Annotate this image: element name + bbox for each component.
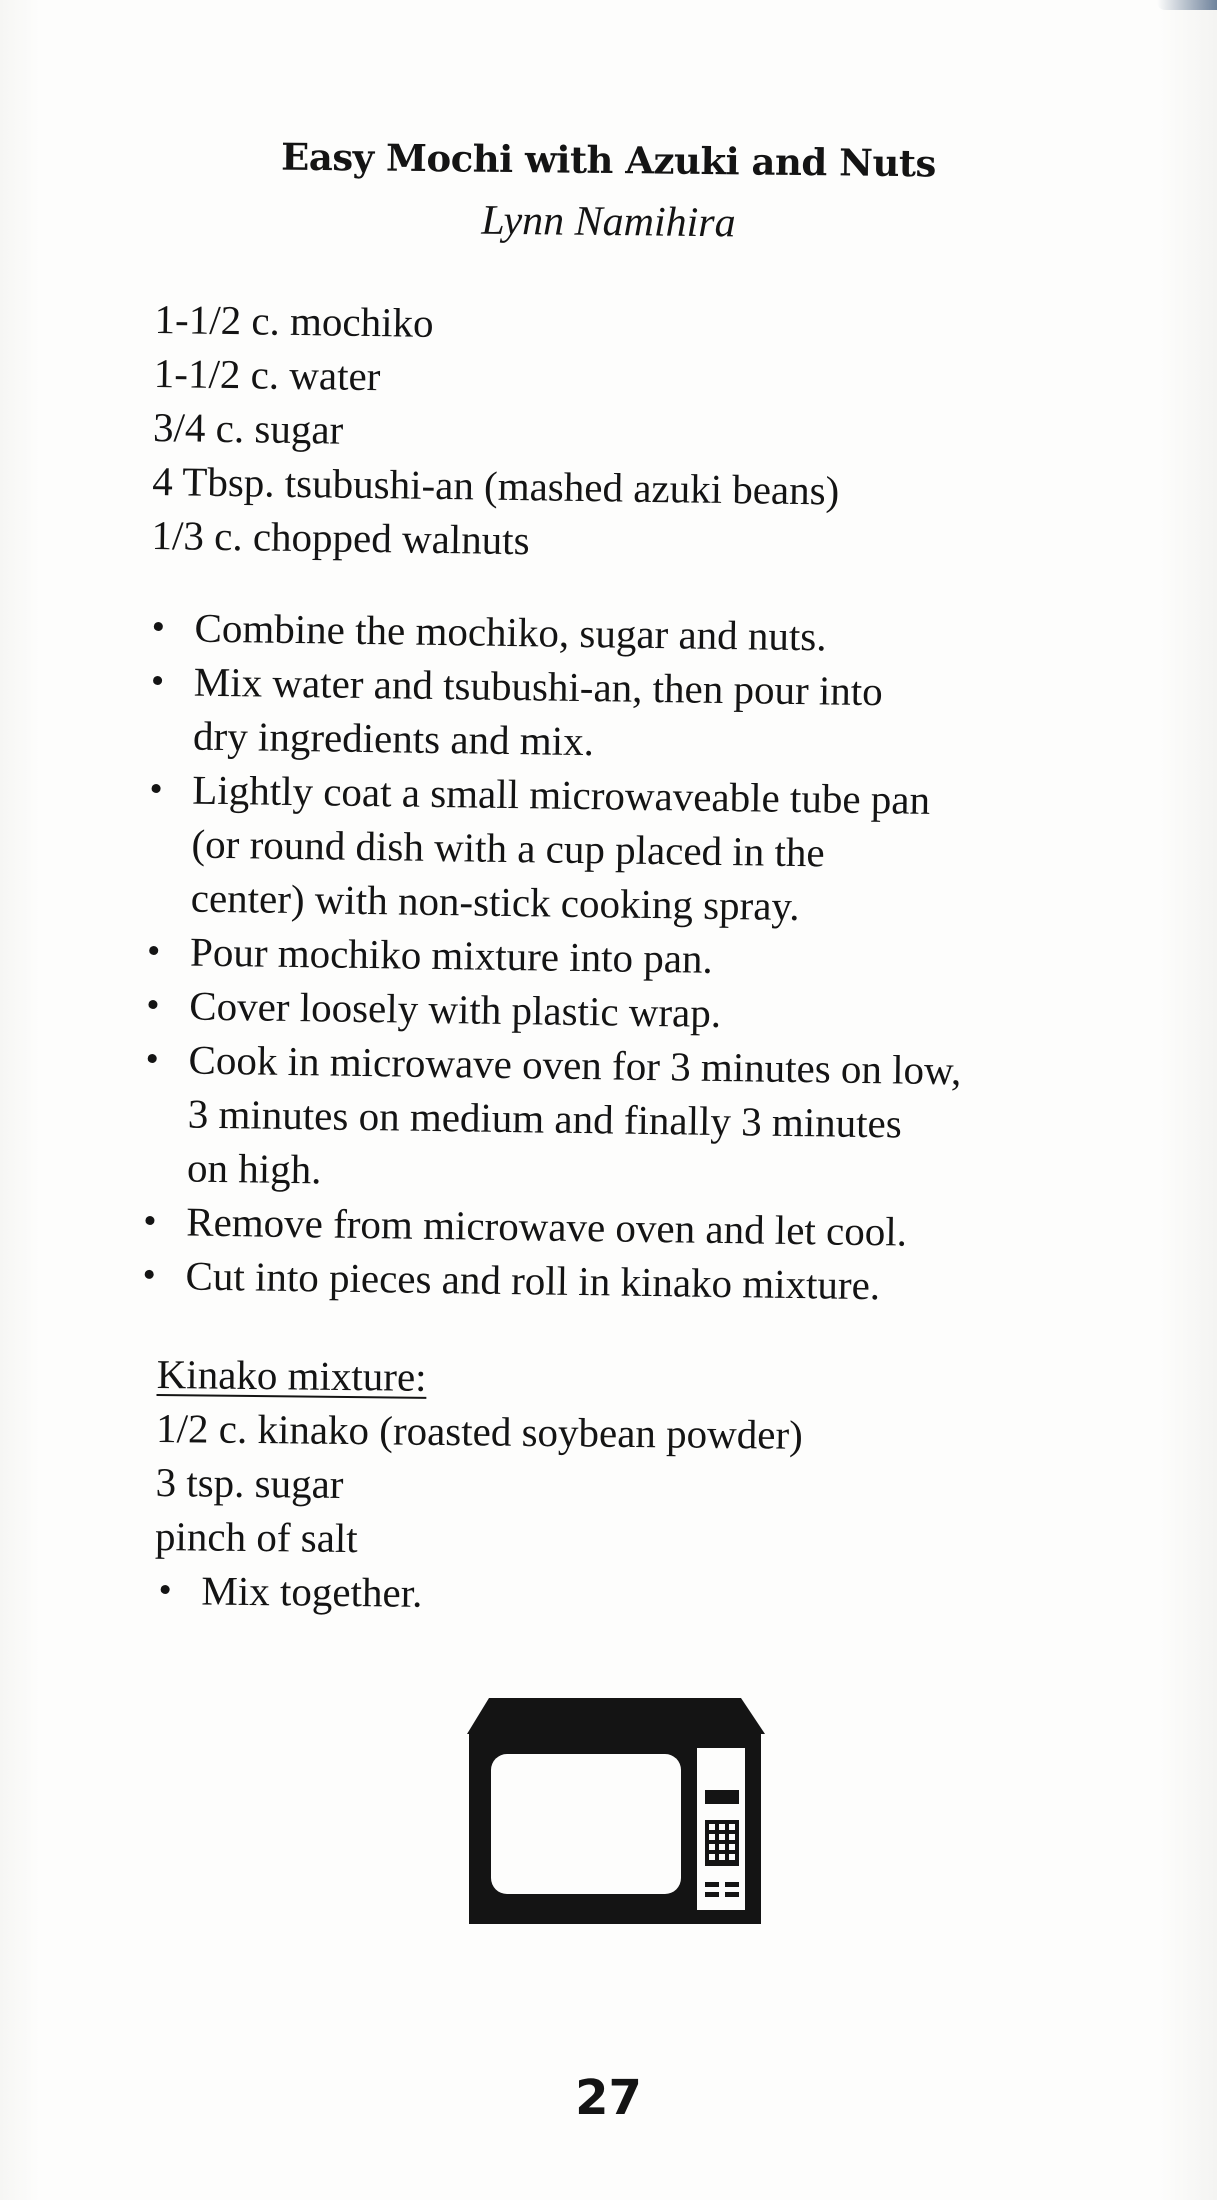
- instruction-line: • Cover loosely with plastic wrap.: [189, 982, 722, 1036]
- instruction-line: • Cook in microwave oven for 3 minutes on low,: [188, 1036, 962, 1094]
- kinako-section: [154, 1347, 1057, 1626]
- recipe-title: Easy Mochi with Azuki and Nuts: [280, 134, 937, 186]
- page-number: 27: [575, 2070, 642, 2126]
- kinako-heading: Kinako mixture:: [156, 1350, 427, 1400]
- microwave-icon: [465, 1698, 765, 1924]
- instruction-line: (or round dish with a cup placed in the: [191, 820, 825, 876]
- instruction-line: dry ingredients and mix.: [192, 712, 595, 765]
- kinako-ingredient: pinch of salt: [154, 1512, 358, 1562]
- kinako-ingredient: 3 tsp. sugar: [155, 1458, 344, 1507]
- instruction-line: • Pour mochiko mixture into pan.: [189, 928, 714, 982]
- ingredient-list: [151, 292, 1105, 575]
- instruction-line: • Lightly coat a small microwaveable tube pan: [192, 766, 931, 823]
- ingredient-item: 1-1/2 c. mochiko: [154, 295, 434, 346]
- instruction-line: on high.: [186, 1144, 322, 1193]
- instruction-line: center) with non-stick cooking spray.: [190, 874, 800, 930]
- instruction-line: • Mix water and tsubushi-an, then pour into: [193, 658, 884, 715]
- ingredient-item: 1/3 c. chopped walnuts: [151, 511, 530, 564]
- instruction-line: • Cut into pieces and roll in kinako mixture.: [185, 1252, 881, 1309]
- page-corner-edge: [1157, 0, 1217, 10]
- ingredient-item: 3/4 c. sugar: [152, 403, 344, 453]
- instruction-step: [144, 1032, 1146, 1208]
- instruction-line: 3 minutes on medium and finally 3 minutes: [187, 1090, 903, 1147]
- recipe-author: Lynn Namihira: [481, 197, 736, 247]
- kinako-step: • Mix together.: [154, 1563, 1055, 1626]
- instruction-step: [150, 654, 1151, 776]
- instruction-step: [147, 762, 1149, 938]
- instruction-list: [142, 600, 1152, 1316]
- kinako-ingredient: 1/2 c. kinako (roasted soybean powder): [155, 1404, 804, 1458]
- ingredient-item: 1-1/2 c. water: [153, 349, 381, 400]
- ingredient-item: 4 Tbsp. tsubushi-an (mashed azuki beans): [152, 457, 840, 514]
- instruction-line: • Combine the mochiko, sugar and nuts.: [194, 604, 827, 660]
- instruction-line: • Remove from microwave oven and let cool.: [186, 1198, 908, 1255]
